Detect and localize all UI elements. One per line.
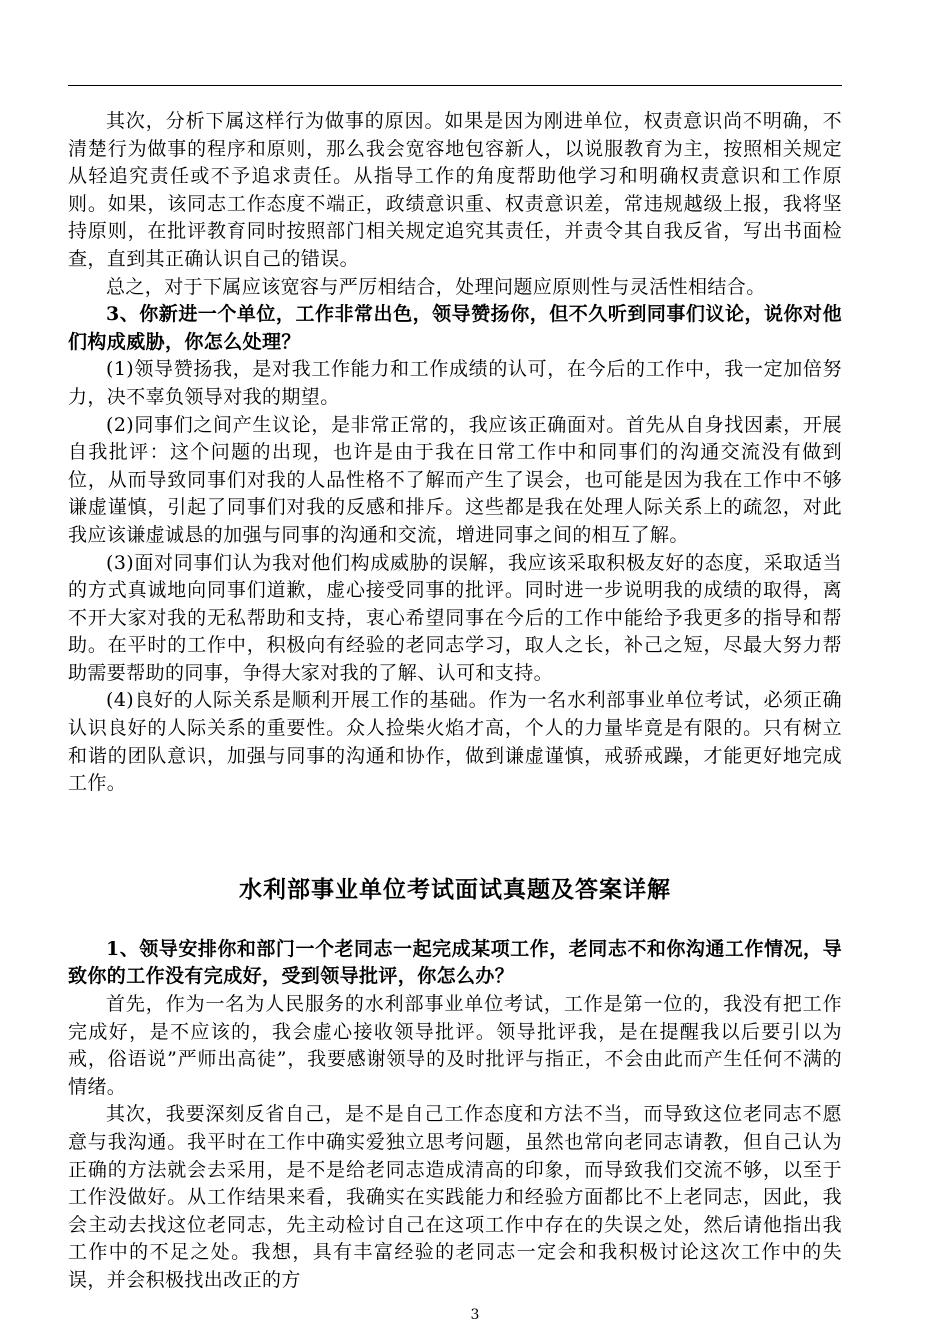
page-body — [68, 108, 842, 1295]
page-number: 3 — [470, 1307, 480, 1323]
section-title: 水利部事业单位考试面试真题及答案详解 — [239, 875, 671, 903]
answer-point-2: (2)同事们之间产生议论，是非常正常的，我应该正确面对。首先从自身找因素，开展自我批评：这个问题的出现，也许是由于我在日常工作中和同事们的沟通交流没有做到位，从而导致同事们对我的人品性格不了解而产生了误会，也可能是因为我在工作中不够谦虚谨慎，引起了同事们对我的反感和排斥。这些都是我在处理人际关系上的疏忽，对此我应该谦虚诚恳的加强与同事的沟通和交流，增进同事之间的相互了解。 — [68, 413, 842, 546]
answer-point-4: (4)良好的人际关系是顺利开展工作的基础。作为一名水利部事业单位考试，必须正确认识良好的人际关系的重要性。众人捡柴火焰才高，个人的力量毕竟是有限的。只有树立和谐的团队意识，加强与同事的沟通和协作，做到谦虚谨慎，戒骄戒躁，才能更好地完成工作。 — [68, 689, 842, 795]
answer-point-3: (3)面对同事们认为我对他们构成威胁的误解，我应该采取积极友好的态度，采取适当的方式真诚地向同事们道歉，虚心接受同事的批评。同时进一步说明我的成绩的取得，离不开大家对我的无私帮助和支持，衷心希望同事在今后的工作中能给予我更多的指导和帮助。在平时的工作中，积极向有经验的老同志学习，取人之长，补己之短，尽最大努力帮助需要帮助的同事，争得大家对我的了解、认可和支持。 — [68, 551, 842, 684]
header-rule — [68, 85, 842, 86]
answer-paragraph-first: 首先，作为一名为人民服务的水利部事业单位考试，工作是第一位的，我没有把工作完成好，是不应该的，我会虚心接收领导批评。领导批评我，是在提醒我以后要引以为戒，俗语说”严师出高徒”，我要感谢领导的及时批评与指正，不会由此而产生任何不满的情绪。 — [68, 993, 842, 1098]
question-1: 1、领导安排你和部门一个老同志一起完成某项工作，老同志不和你沟通工作情况，导致你的工作没有完成好，受到领导批评，你怎么办？ — [68, 937, 842, 988]
answer-point-1: (1)领导赞扬我，是对我工作能力和工作成绩的认可，在今后的工作中，我一定加倍努力，决不辜负领导对我的期望。 — [68, 358, 842, 408]
paragraph-summary: 总之，对于下属应该宽容与严厉相结合，处理问题应原则性与灵活性相结合。 — [106, 275, 766, 298]
answer-paragraph-second: 其次，我要深刻反省自己，是不是自己工作态度和方法不当，而导致这位老同志不愿意与我沟通。我平时在工作中确实爱独立思考问题，虽然也常向老同志请教，但自己认为正确的方法就会去采用，是不是给老同志造成清高的印象，而导致我们交流不够，以至于工作没做好。从工作结果来看，我确实在实践能力和经验方面都比不上老同志，因此，我会主动去找这位老同志，先主动检讨自己在这项工作中存在的失误之处，然后请他指出我工作中的不足之处。我想，具有丰富经验的老同志一定会和我积极讨论这次工作中的失误，并会积极找出改正的方 — [68, 1103, 842, 1291]
question-3: 3、你新进一个单位，工作非常出色，领导赞扬你，但不久听到同事们议论，说你对他们构成威胁，你怎么处理？ — [68, 303, 842, 353]
paragraph-analysis: 其次，分析下属这样行为做事的原因。如果是因为刚进单位，权责意识尚不明确，不清楚行为做事的程序和原则，那么我会宽容地包容新人，以说服教育为主，按照相关规定从轻追究责任或不予追求责任。从指导工作的角度帮助他学习和明确权责意识和工作原则。如果，该同志工作态度不端正，政绩意识重、权责意识差，常违规越级上报，我将坚持原则，在批评教育同时按照部门相关规定追究其责任，并责令其自我反省，写出书面检查，直到其正确认识自己的错误。 — [68, 110, 842, 270]
